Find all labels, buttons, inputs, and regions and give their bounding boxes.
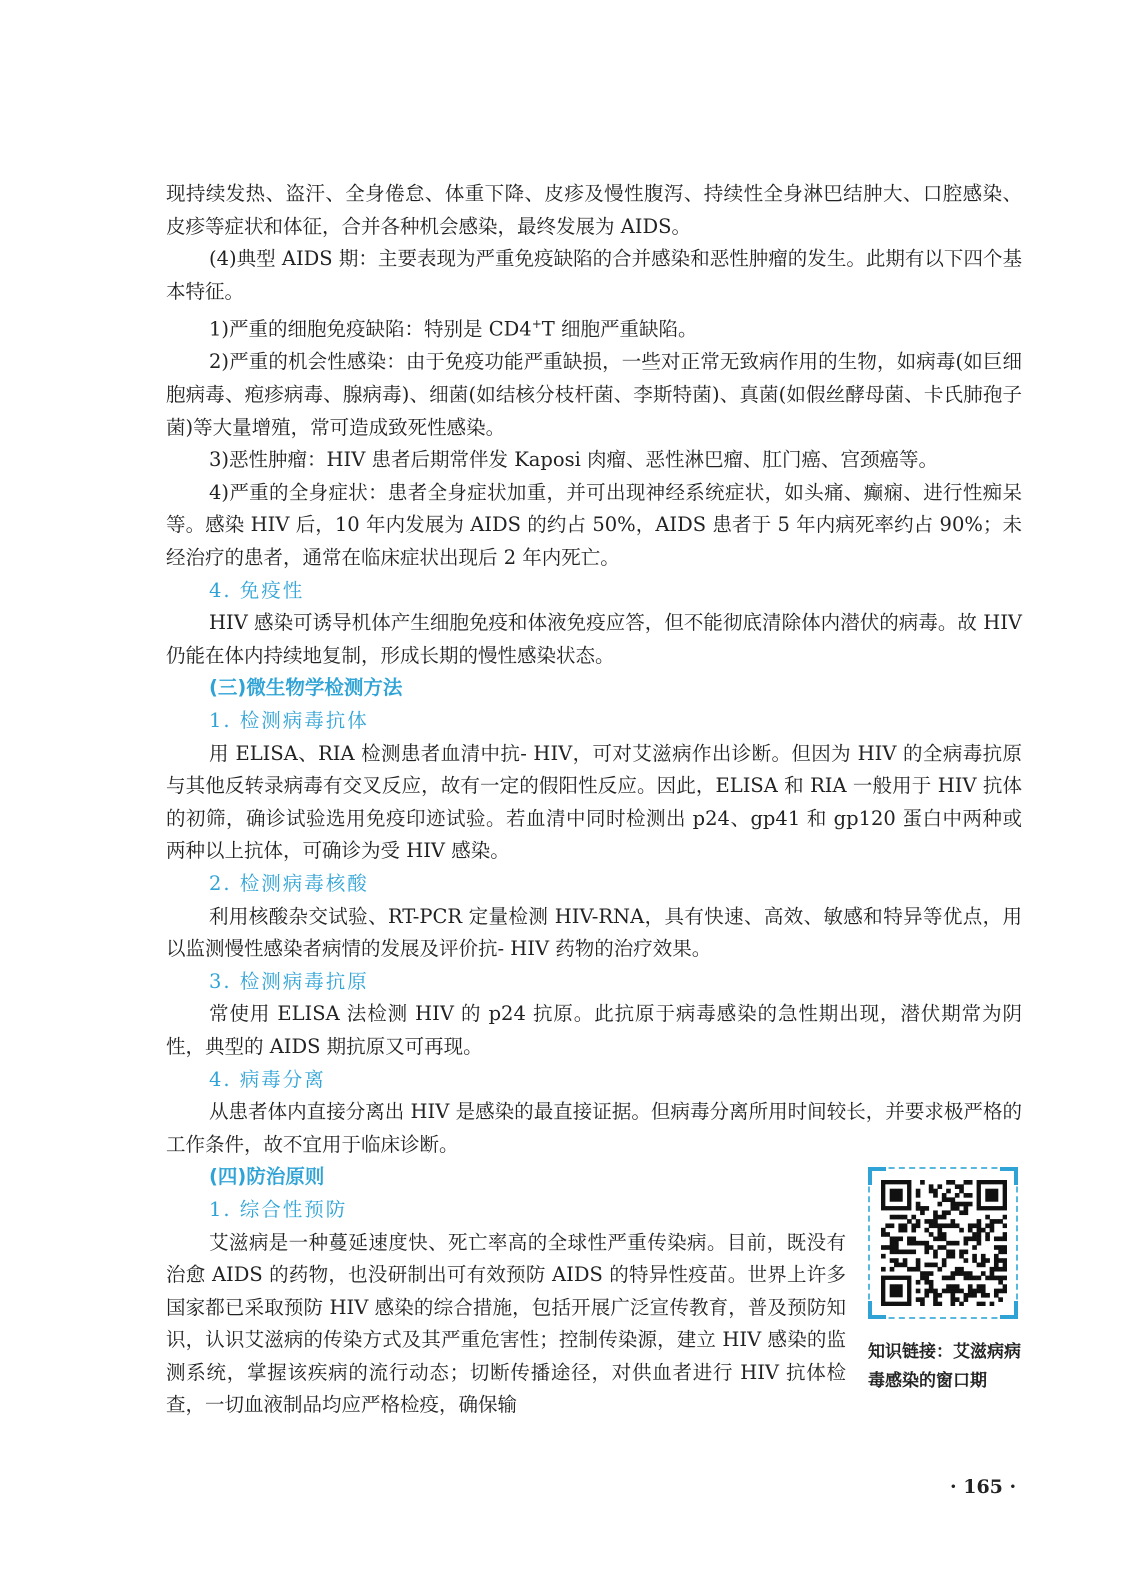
paragraph-feature-2: 2)严重的机会性感染：由于免疫功能严重缺损，一些对正常无致病作用的生物，如病毒(如巨细胞病毒、疱疹病毒、腺病毒)、细菌(如结核分枝杆菌、李斯特菌)、真菌(如假丝酵母菌、卡氏肺孢子菌)等大量增殖，常可造成致死性感染。 bbox=[166, 350, 1022, 439]
paragraph-virus-isolation: 从患者体内直接分离出 HIV 是感染的最直接证据。但病毒分离所用时间较长，并要求极严格的工作条件，故不宜用于临床诊断。 bbox=[166, 1100, 1022, 1156]
paragraph-stage3-symptoms: 现持续发热、盗汗、全身倦怠、体重下降、皮疹及慢性腹泻、持续性全身淋巴结肿大、口腔感染、皮疹等症状和体征，合并各种机会感染，最终发展为 AIDS。 bbox=[166, 182, 1022, 238]
qr-caption: 知识链接：艾滋病病毒感染的窗口期 bbox=[868, 1342, 1021, 1391]
paragraph-immunity: HIV 感染可诱导机体产生细胞免疫和体液免疫应答，但不能彻底清除体内潜伏的病毒。故 HIV 仍能在体内持续地复制，形成长期的慢性感染状态。 bbox=[166, 611, 1022, 667]
paragraph-feature-3: 3)恶性肿瘤：HIV 患者后期常伴发 Kaposi 肉瘤、恶性淋巴瘤、肛门癌、宫颈癌等。 bbox=[209, 448, 939, 472]
heading-detect-antigen: 3. 检测病毒抗原 bbox=[209, 969, 369, 993]
paragraph-typical-aids-stage: (4)典型 AIDS 期：主要表现为严重免疫缺陷的合并感染和恶性肿瘤的发生。此期有以下四个基本特征。 bbox=[166, 247, 1022, 303]
heading-prevention-principles: (四)防治原则 bbox=[209, 1165, 325, 1189]
heading-comprehensive-prevention: 1. 综合性预防 bbox=[209, 1197, 348, 1221]
paragraph-detect-antibody: 用 ELISA、RIA 检测患者血清中抗- HIV，可对艾滋病作出诊断。但因为 HIV 的全病毒抗原与其他反转录病毒有交叉反应，故有一定的假阳性反应。因此，ELISA 和 RIA 一般用于 HIV 抗体的初筛，确诊试验选用免疫印迹试验。若血清中同时检测出 p24、gp41 和 gp120 蛋白中两种或两种以上抗体，可确诊为受 HIV 感染。 bbox=[166, 741, 1022, 863]
page-number: · 165 · bbox=[950, 1476, 1017, 1498]
heading-detect-antibody: 1. 检测病毒抗体 bbox=[209, 709, 369, 732]
paragraph-comprehensive-prevention: 艾滋病是一种蔓延速度快、死亡率高的全球性严重传染病。目前，既没有治愈 AIDS 的药物，也没研制出可有效预防 AIDS 的特异性疫苗。世界上许多国家都已采取预防 HIV 感染的综合措施，包括开展广泛宣传教育，普及预防知识，认识艾滋病的传染方式及其严重危害性；控制传染源，建立 HIV 感染的监测系统，掌握该疾病的流行动态；切断传播途径，对供血者进行 HIV 抗体检查，一切血液制品均应严格检疫，确保输 bbox=[166, 1230, 846, 1417]
heading-virus-isolation: 4. 病毒分离 bbox=[209, 1067, 326, 1091]
qr-code-icon[interactable] bbox=[881, 1180, 1007, 1306]
heading-immunity: 4. 免疫性 bbox=[209, 578, 305, 602]
paragraph-detect-antigen: 常使用 ELISA 法检测 HIV 的 p24 抗原。此抗原于病毒感染的急性期出现，潜伏期常为阴性，典型的 AIDS 期抗原又可再现。 bbox=[166, 1002, 1022, 1058]
heading-detect-nucleic-acid: 2. 检测病毒核酸 bbox=[209, 871, 369, 895]
heading-detection-methods: (三)微生物学检测方法 bbox=[209, 676, 403, 700]
paragraph-feature-4: 4)严重的全身症状：患者全身症状加重，并可出现神经系统症状，如头痛、癫痫、进行性痴呆等。感染 HIV 后，10 年内发展为 AIDS 的约占 50%，AIDS 患者于 5 年内病死率约占 90%；未经治疗的患者，通常在临床症状出现后 2 年内死亡。 bbox=[166, 480, 1022, 570]
superscript-plus: + bbox=[531, 317, 542, 332]
qr-code-frame[interactable] bbox=[868, 1167, 1018, 1319]
feature-1-text-a: 1)严重的细胞免疫缺陷：特别是 CD4 bbox=[209, 317, 532, 341]
feature-1-text-b: T 细胞严重缺陷。 bbox=[541, 317, 698, 341]
paragraph-detect-nucleic-acid: 利用核酸杂交试验、RT-PCR 定量检测 HIV-RNA，具有快速、高效、敏感和特异等优点，用以监测慢性感染者病情的发展及评价抗- HIV 药物的治疗效果。 bbox=[166, 904, 1022, 961]
paragraph-feature-1 bbox=[166, 308, 1022, 346]
